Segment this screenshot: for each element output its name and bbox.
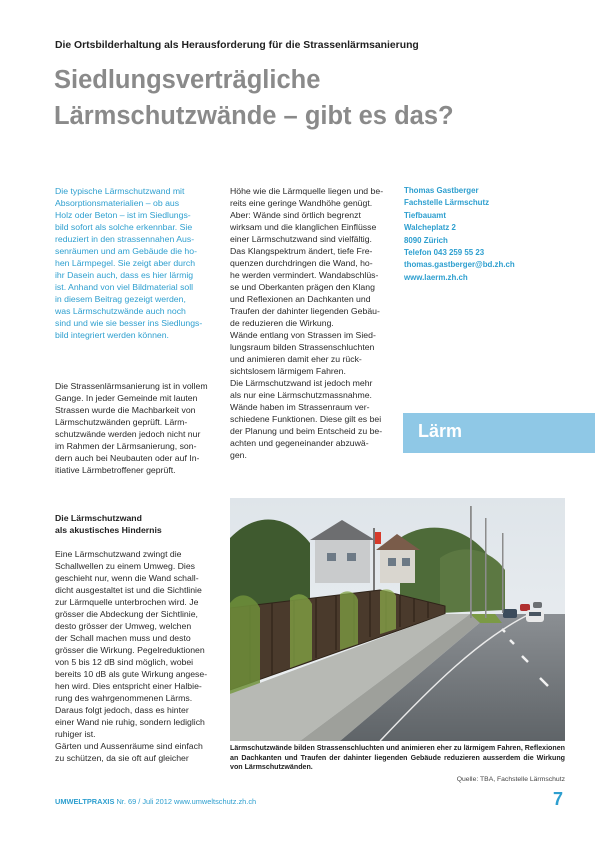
text-line: reits eine geringe Wandhöhe genügt. <box>230 198 373 208</box>
section-paragraph-1 <box>55 548 216 740</box>
page-title <box>54 62 554 134</box>
section-paragraph-2 <box>55 740 216 764</box>
text-line: sind und wie sie besser ins Siedlungs- <box>55 318 203 328</box>
text-line: einer Wand nie ruhig, sondern lediglich <box>55 717 205 727</box>
text-line: Wände haben im Strassenraum ver- <box>230 402 370 412</box>
text-line: se und Oberkanten prägen den Klang <box>230 282 375 292</box>
text-line: Gange. In jeder Gemeinde mit lauten <box>55 393 198 403</box>
text-line: Lärmschutzwänden geprüft. Lärm- <box>55 417 188 427</box>
text-line: schutzwände werden jedoch nicht nur <box>55 429 201 439</box>
text-line: de reduzieren die Wirkung. <box>230 318 334 328</box>
text-line: Eine Lärmschutzwand zwingt die <box>55 549 182 559</box>
text-line: bereits 10 dB als gute Wirkung angese- <box>55 669 208 679</box>
text-line: gen. <box>230 450 247 460</box>
text-line: Die typische Lärmschutzwand mit <box>55 186 185 196</box>
text-line: quenzen durchdringen die Wand, ho- <box>230 258 373 268</box>
text-line: he werden vermindert. Wandabschlüs- <box>230 270 379 280</box>
footer <box>55 797 256 806</box>
section-heading <box>55 512 216 536</box>
text-line: dern auch bei Neubauten oder auf In- <box>55 453 200 463</box>
text-line: desto grösser der Umweg, welchen <box>55 621 192 631</box>
section-body <box>55 548 216 764</box>
photo-caption: Lärmschutzwände bilden Strassenschluchten und animieren eher zu lärmigem Fahren, Reflexionen an Dachkanten und Traufen der dahinter liegenden Gebäude reduzieren ausserdem die Wirkung von Lärmschutzwänden. <box>230 744 565 772</box>
text-line: Wände entlang von Strassen im Sied- <box>230 330 376 340</box>
kicker: Die Ortsbilderhaltung als Herausforderung für die Strassenlärmsanierung <box>55 40 419 51</box>
text-line: sichtslosem lärmigem Fahren. <box>230 366 346 376</box>
text-line: senräumen und am Gebäude die ho- <box>55 246 197 256</box>
text-line: und animieren damit eher zu rück- <box>230 354 362 364</box>
text-line: Gärten und Aussenräume sind einfach <box>55 741 203 751</box>
text-line: Höhe wie die Lärmquelle liegen und be- <box>230 186 384 196</box>
footer-issue: Nr. 69 / Juli 2012 <box>116 797 172 806</box>
text-line: Telefon 043 259 55 23 <box>404 248 485 258</box>
title-line-2: Lärmschutzwände – gibt es das? <box>54 102 454 130</box>
text-line: im Rahmen der Lärmsanierung, son- <box>55 441 197 451</box>
text-line: bild integriert werden können. <box>55 330 169 340</box>
text-line: ihr Dasein auch, dass es hier lärmig <box>55 270 194 280</box>
page-number: 7 <box>553 789 564 809</box>
text-line: zu schützen, da sie oft auf gleicher <box>55 753 189 763</box>
text-line: und Reflexionen an Dachkanten und <box>230 294 371 304</box>
text-line: Absorptionsmaterialien – ob aus <box>55 198 180 208</box>
author-contact <box>404 185 554 284</box>
text-line: grösser die Wirkung. Pegelreduktionen <box>55 645 205 655</box>
text-line: von 5 bis 12 dB sind möglich, wobei <box>55 657 194 667</box>
text-line: Traufen der dahinter liegenden Gebäu- <box>230 306 380 316</box>
lead-paragraph <box>55 185 216 341</box>
middle-paragraph-1 <box>230 185 390 329</box>
text-line: ruhiger ist. <box>55 729 96 739</box>
text-line: grösser die Abdeckung der Sichtlinie, <box>55 609 198 619</box>
text-line: achten und gegeneinander abzuwä- <box>230 438 369 448</box>
text-line: lungsraum bilden Strassenschluchten <box>230 342 375 352</box>
text-line: Holz oder Beton – ist im Siedlungs- <box>55 210 191 220</box>
intro-paragraph <box>55 380 216 476</box>
topic-box <box>403 413 595 453</box>
text-line: thomas.gastberger@bd.zh.ch <box>404 260 515 270</box>
middle-column <box>230 185 390 461</box>
section-heading-line-2: als akustisches Hindernis <box>55 525 162 535</box>
text-line: www.laerm.zh.ch <box>404 272 468 282</box>
text-line: Die Strassenlärmsanierung ist in vollem <box>55 381 208 391</box>
text-line: Thomas Gastberger <box>404 186 479 195</box>
text-line: Walcheplatz 2 <box>404 223 456 233</box>
text-line: in diesem Beitrag gezeigt werden, <box>55 294 186 304</box>
text-line: hen Lärmpegel. Sie zeigt aber durch <box>55 258 196 268</box>
text-line: der Schall machen muss und desto <box>55 633 191 643</box>
text-line: reduziert in den strassennahen Aus- <box>55 234 195 244</box>
text-line: ist. Anhand von viel Bildmaterial soll <box>55 282 194 292</box>
text-line: als nur eine Lärmschutzmassnahme. <box>230 390 372 400</box>
text-line: Schallwellen zu einem Umweg. Dies <box>55 561 196 571</box>
text-line: wirksam und die klanglichen Einflüsse <box>230 222 377 232</box>
text-line: Die Lärmschutzwand ist jedoch mehr <box>230 378 373 388</box>
title-line-1: Siedlungsverträgliche <box>54 66 321 94</box>
text-line: 8090 Zürich <box>404 235 448 245</box>
text-line: bild sofort als solche erkennbar. Sie <box>55 222 193 232</box>
text-line: einer Lärmschutzwand sind vielfältig. <box>230 234 372 244</box>
noise-barrier-photo <box>230 498 565 741</box>
middle-paragraph-2 <box>230 329 390 377</box>
text-line: geschieht nur, wenn die Wand schall- <box>55 573 199 583</box>
text-line: Daraus folgt jedoch, dass es hinter <box>55 705 189 715</box>
topic-label: Lärm <box>418 421 463 441</box>
text-line: Das Klangspektrum ändert, tiefe Fre- <box>230 246 373 256</box>
text-line: hen wird. Dies entspricht einer Halbie- <box>55 681 202 691</box>
text-line: Fachstelle Lärmschutz <box>404 198 490 208</box>
text-line: Strassen wurde die Machbarkeit von <box>55 405 196 415</box>
middle-paragraph-3 <box>230 377 390 461</box>
text-line: zur Lärmquelle unterbrochen wird. Je <box>55 597 199 607</box>
photo-credit: Quelle: TBA, Fachstelle Lärmschutz <box>456 776 565 783</box>
section-heading-line-1: Die Lärmschutzwand <box>55 513 142 523</box>
text-line: Tiefbauamt <box>404 210 446 220</box>
footer-url[interactable]: www.umweltschutz.zh.ch <box>174 797 257 806</box>
text-line: dicht ausgestaltet ist und die Sichtlinie <box>55 585 202 595</box>
text-line: Aber: Wände sind örtlich begrenzt <box>230 210 361 220</box>
footer-brand: UMWELTPRAXIS <box>55 797 115 806</box>
text-line: itiative Lärmbetroffener geprüft. <box>55 465 176 475</box>
text-line: der Planung und beim Entscheid zu be- <box>230 426 383 436</box>
text-line: rung des wahrgenommenen Lärms. <box>55 693 193 703</box>
text-line: was Lärmschutzwände auch noch <box>55 306 186 316</box>
text-line: schiedene Funktionen. Diese gilt es bei <box>230 414 382 424</box>
